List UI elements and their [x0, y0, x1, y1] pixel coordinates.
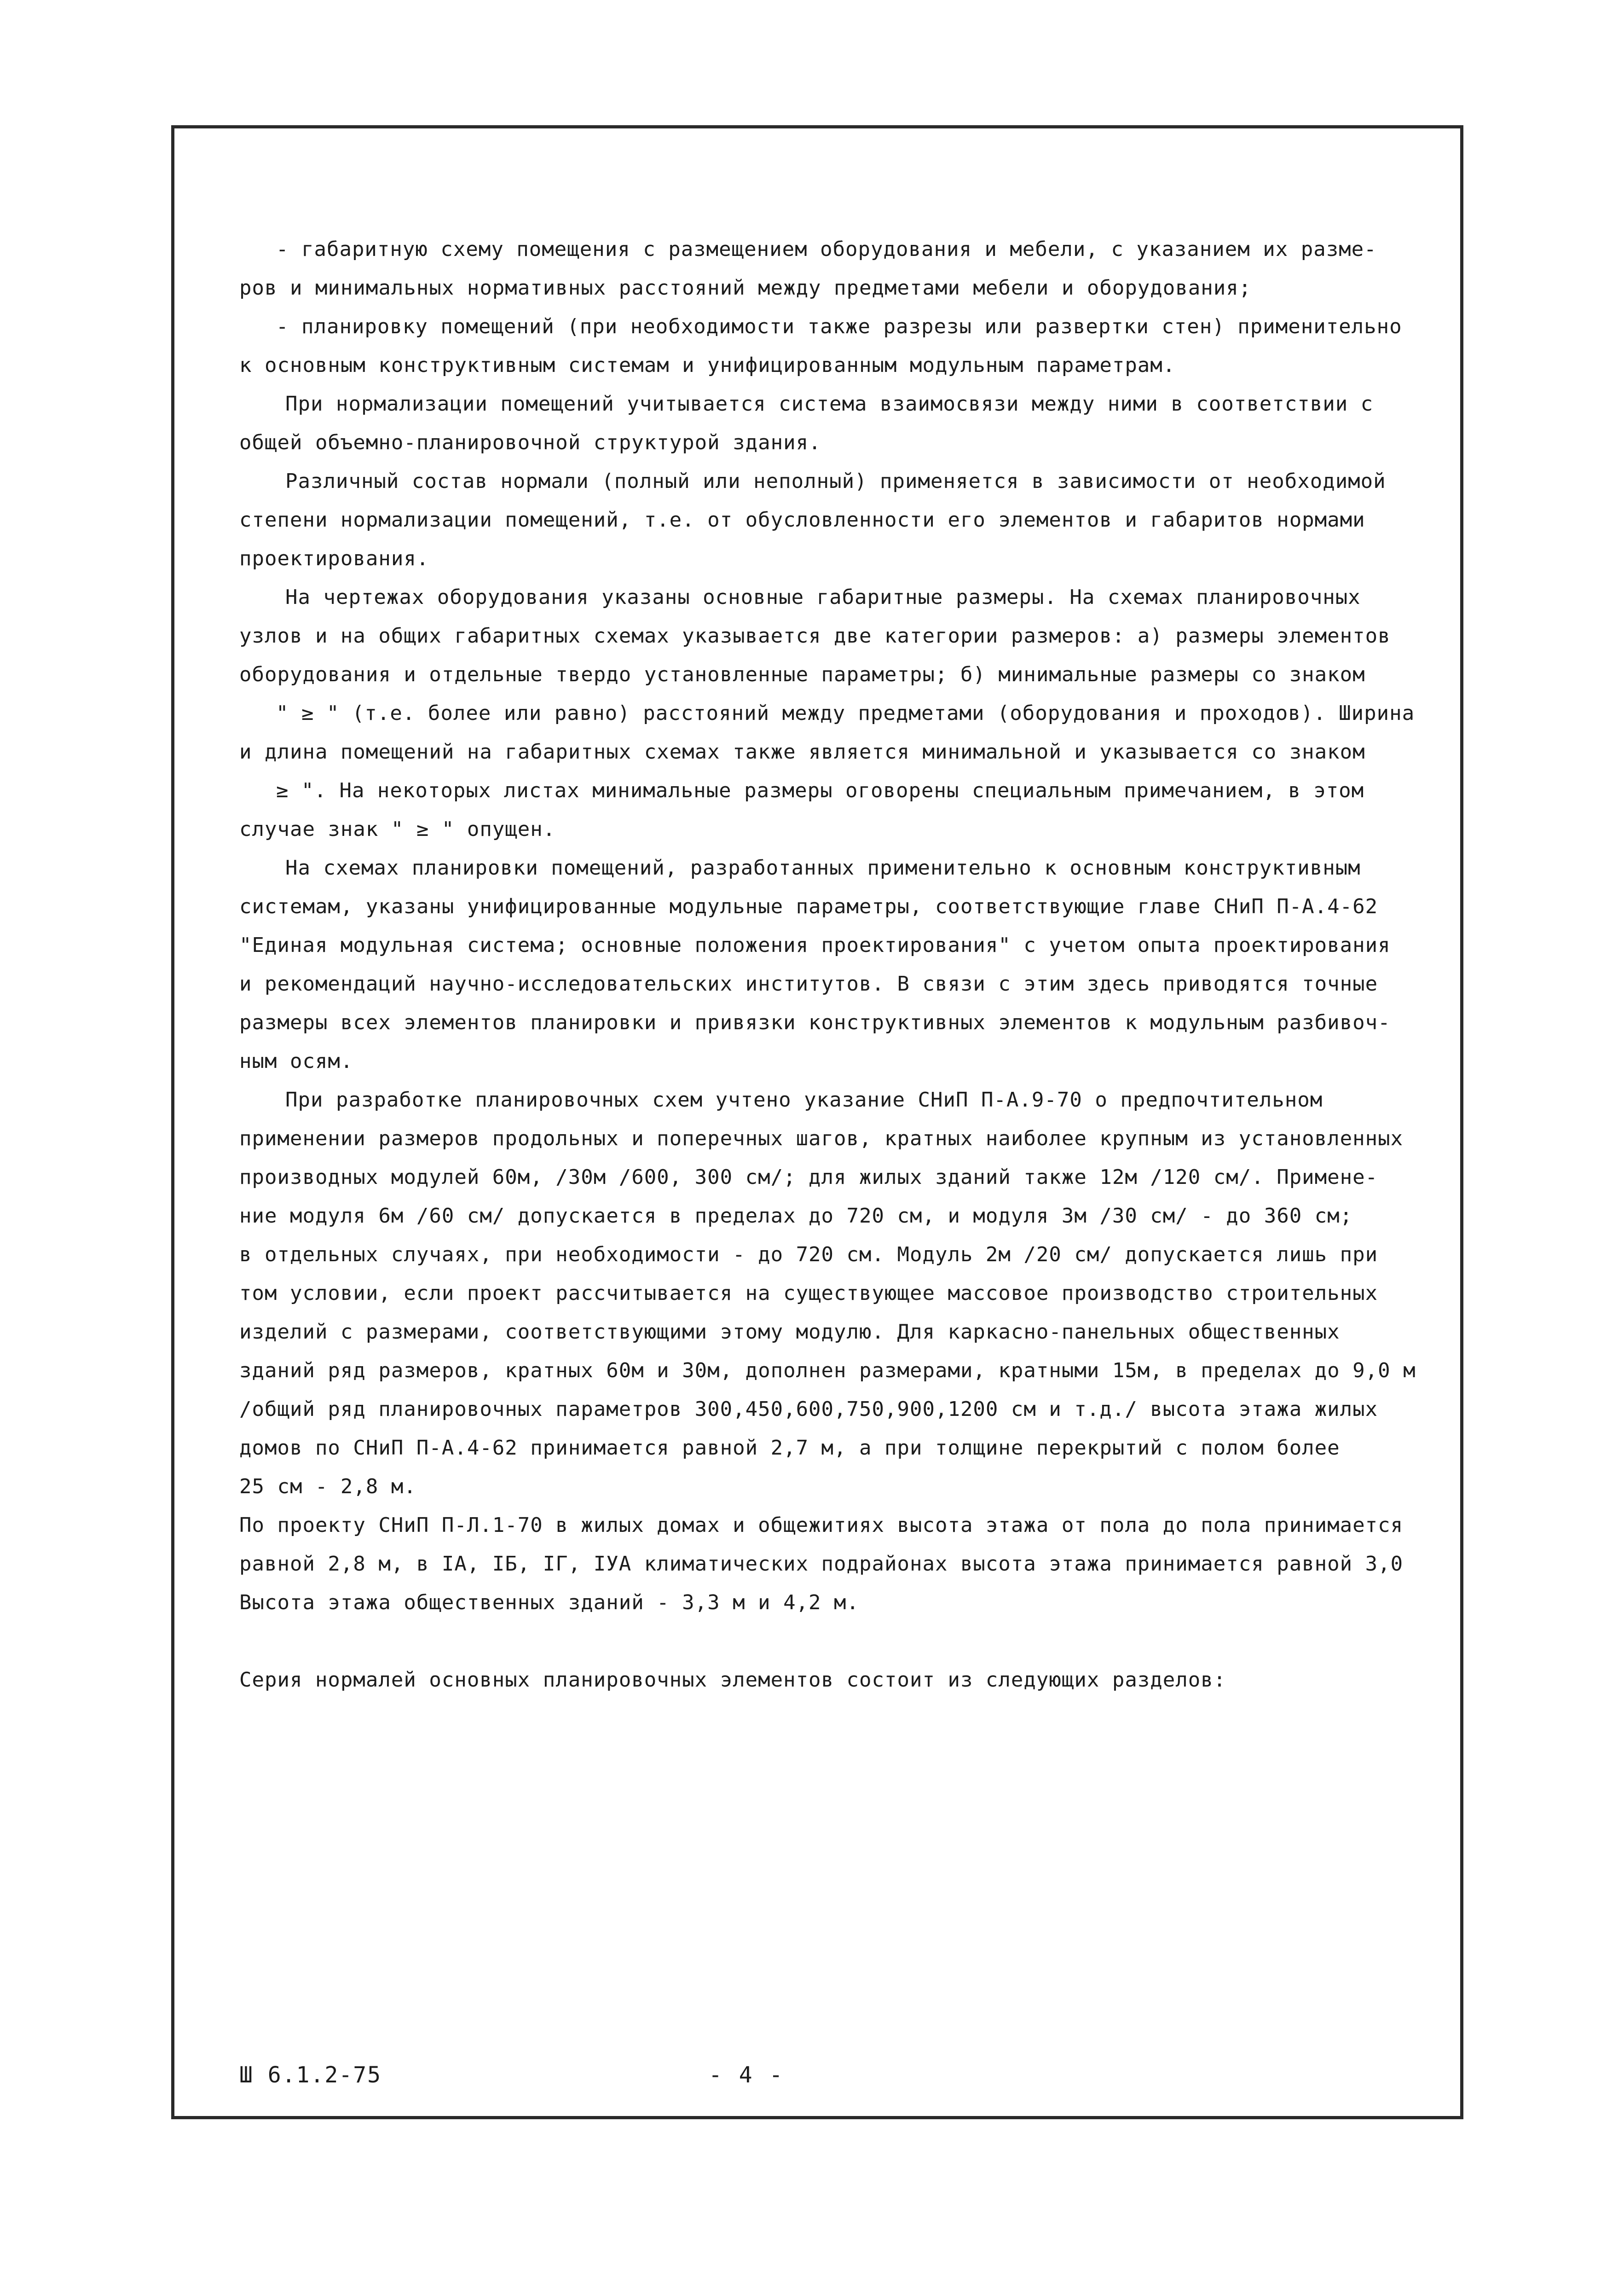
text-line: в отдельных случаях, при необходимости - до 720 см. Модуль 2м /20 см/ допускается лишь при — [239, 1243, 1378, 1266]
document-code: Ш 6.1.2-75 — [239, 2062, 381, 2088]
text-line: ≥ ". На некоторых листах минимальные размеры оговорены специальным примечанием, в этом — [276, 779, 1364, 802]
text-line: к основным конструктивным системам и унифицированным модульным параметрам. — [239, 354, 1176, 377]
text-line: /общий ряд планировочных параметров 300,450,600,750,900,1200 см и т.д./ высота этажа жилых — [239, 1397, 1378, 1421]
text-line: системам, указаны унифицированные модульные параметры, соответствующие главе СНиП П-А.4-62 — [239, 895, 1378, 918]
text-line: равной 2,8 м, в IА, IБ, IГ, IУА климатических подрайонах высота этажа принимается равной 3,0 — [239, 1552, 1404, 1576]
text-line: узлов и на общих габаритных схемах указывается две категории размеров: а) размеры элементов — [239, 624, 1391, 648]
text-line: При разработке планировочных схем учтено указание СНиП П-А.9-70 о предпочтительном — [285, 1088, 1323, 1112]
text-line: При нормализации помещений учитывается система взаимосвязи между ними в соответствии с — [285, 392, 1374, 416]
text-line: степени нормализации помещений, т.е. от обусловленности его элементов и габаритов нормами — [239, 508, 1365, 532]
text-line: применении размеров продольных и поперечных шагов, кратных наиболее крупным из установленных — [239, 1127, 1404, 1150]
text-line: общей объемно-планировочной структурой здания. — [239, 431, 821, 454]
text-line: размеры всех элементов планировки и привязки конструктивных элементов к модульным разбивоч- — [239, 1011, 1391, 1034]
body-text — [239, 230, 1445, 1699]
text-line: том условии, если проект рассчитывается на существующее массовое производство строительных — [239, 1281, 1378, 1305]
text-line: зданий ряд размеров, кратных 60м и 30м, дополнен размерами, кратными 15м, в пределах до 9,0 м — [239, 1359, 1416, 1382]
text-line: ров и минимальных нормативных расстояний между предметами мебели и оборудования; — [239, 276, 1252, 300]
text-line: ние модуля 6м /60 см/ допускается в пределах до 720 см, и модуля 3м /30 см/ - до 360 см; — [239, 1204, 1353, 1228]
text-line: домов по СНиП П-А.4-62 принимается равной 2,7 м, а при толщине перекрытий с полом более — [239, 1436, 1340, 1460]
text-line: Высота этажа общественных зданий - 3,3 м и 4,2 м. — [239, 1591, 860, 1614]
text-line: ным осям. — [239, 1049, 353, 1073]
text-line: случае знак " ≥ " опущен. — [239, 817, 556, 841]
text-line: оборудования и отдельные твердо установленные параметры; б) минимальные размеры со знаком — [239, 663, 1365, 686]
text-line: " ≥ " (т.е. более или равно) расстояний между предметами (оборудования и проходов). Ширина — [276, 701, 1415, 725]
text-line: производных модулей 60м, /30м /600, 300 см/; для жилых зданий также 12м /120 см/. Примене- — [239, 1165, 1378, 1189]
text-line: и длина помещений на габаритных схемах также является минимальной и указывается со знаком — [239, 740, 1365, 764]
page-number: - 4 - — [709, 2062, 785, 2088]
text-line: - планировку помещений (при необходимости также разрезы или развертки стен) применительно — [276, 315, 1402, 338]
text-line: "Единая модульная система; основные положения проектирования" с учетом опыта проектирования — [239, 933, 1391, 957]
text-line: и рекомендаций научно-исследовательских институтов. В связи с этим здесь приводятся точные — [239, 972, 1378, 996]
text-line: 25 см - 2,8 м. — [239, 1475, 416, 1498]
text-line: По проекту СНиП П-Л.1-70 в жилых домах и общежитиях высота этажа от пола до пола принимается — [239, 1513, 1404, 1537]
text-line: Серия нормалей основных планировочных элементов состоит из следующих разделов: — [239, 1668, 1226, 1692]
text-line: На схемах планировки помещений, разработанных применительно к основным конструктивным — [285, 856, 1361, 880]
text-line: На чертежах оборудования указаны основные габаритные размеры. На схемах планировочных — [285, 586, 1361, 609]
text-gap — [239, 1622, 1445, 1661]
text-line: изделий с размерами, соответствующими этому модулю. Для каркасно-панельных общественных — [239, 1320, 1340, 1344]
text-line: проектирования. — [239, 547, 429, 570]
text-line: - габаритную схему помещения с размещением оборудования и мебели, с указанием их разме- — [276, 238, 1377, 261]
text-line: Различный состав нормали (полный или неполный) применяется в зависимости от необходимой — [285, 470, 1386, 493]
